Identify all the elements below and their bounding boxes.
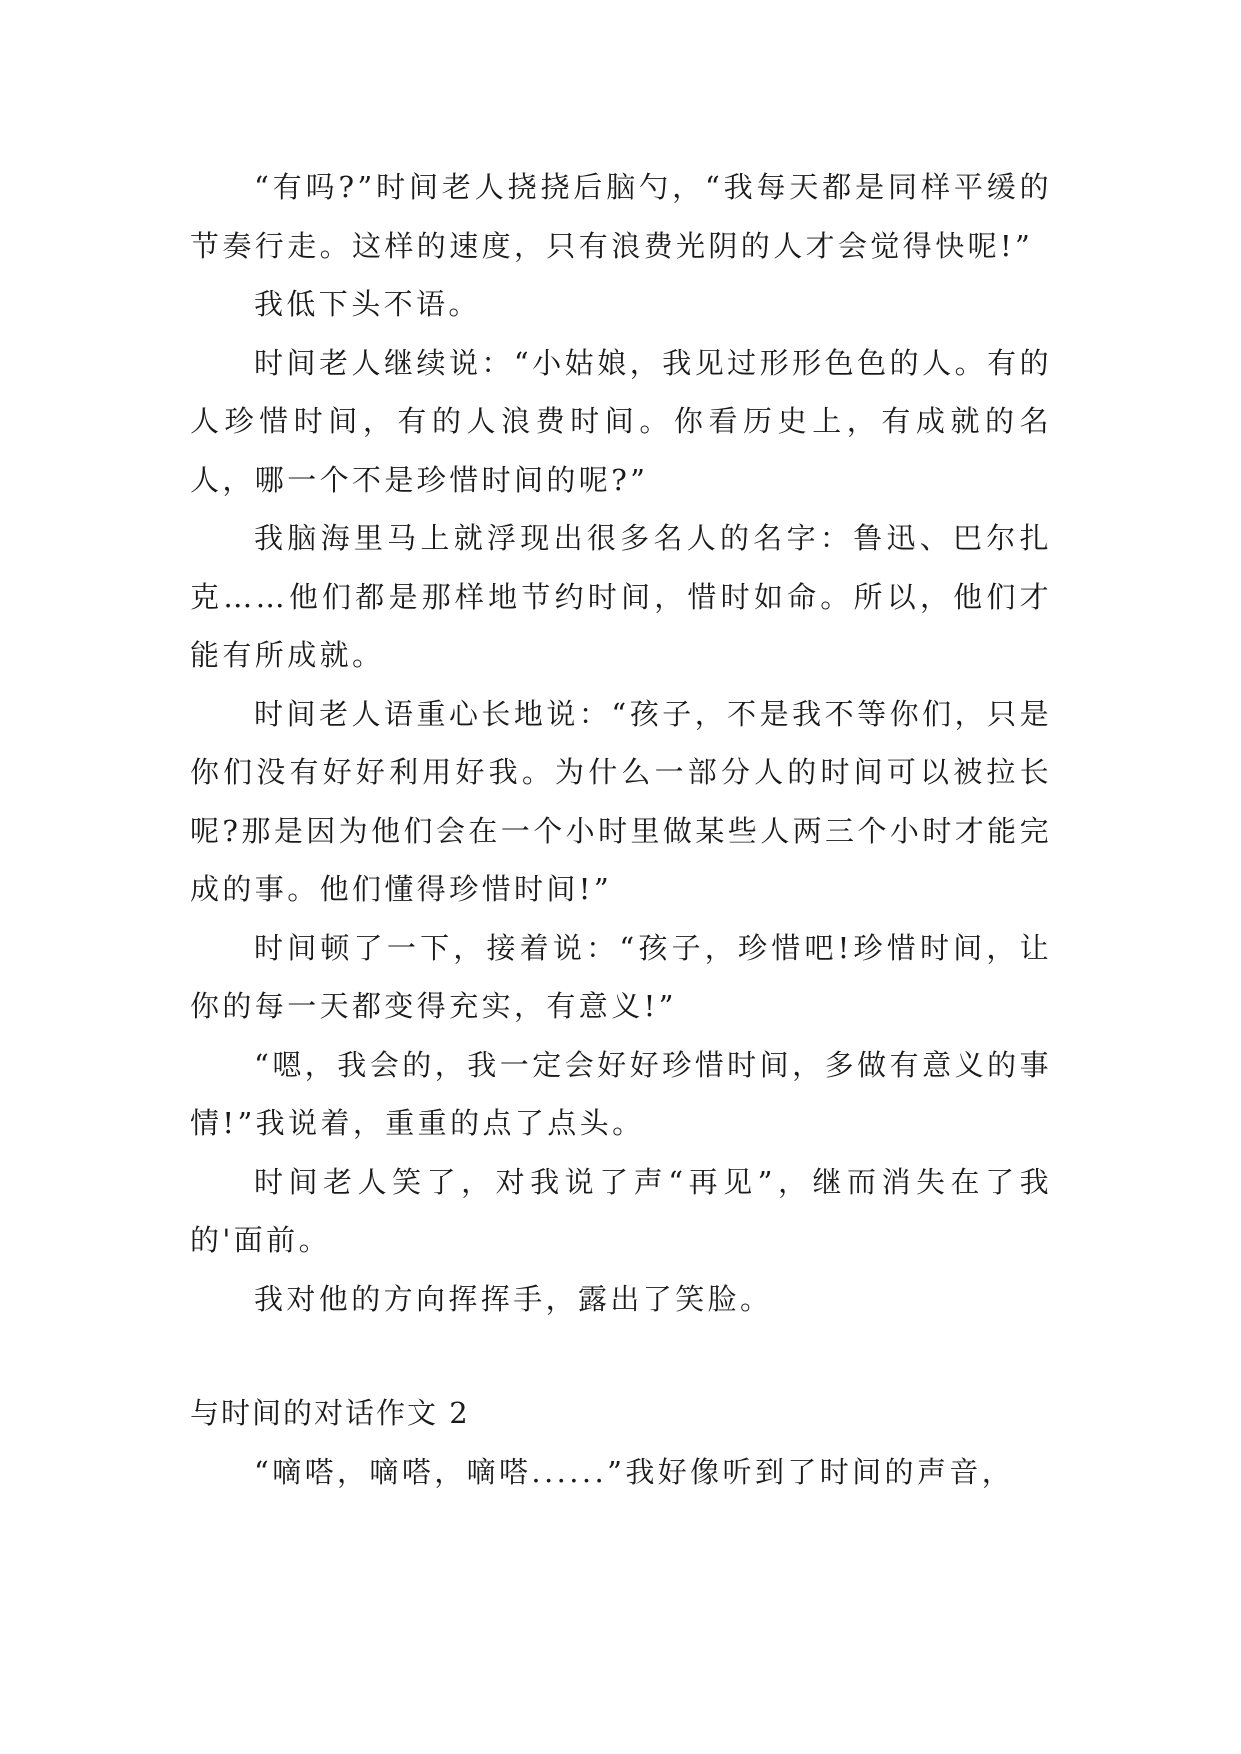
paragraph-5: 时间老人语重心长地说：“孩子，不是我不等你们，只是你们没有好好利用好我。为什么一部分人的时间可以被拉长呢?那是因为他们会在一个小时里做某些人两三个小时才能完成的事。他们懂得珍惜时间!” bbox=[190, 696, 1052, 906]
paragraph-8: 时间老人笑了，对我说了声“再见”，继而消失在了我的'面前。 bbox=[190, 1164, 1052, 1257]
section-heading: 与时间的对话作文 2 bbox=[190, 1396, 470, 1430]
paragraph-7: “嗯，我会的，我一定会好好珍惜时间，多做有意义的事情!”我说着，重重的点了点头。 bbox=[190, 1047, 1052, 1140]
paragraph-1: “有吗?”时间老人挠挠后脑勺，“我每天都是同样平缓的节奏行走。这样的速度，只有浪费光阴的人才会觉得快呢!” bbox=[190, 170, 1052, 263]
paragraph-9: 我对他的方向挥挥手，露出了笑脸。 bbox=[254, 1281, 773, 1316]
section2-first-line: “嘀嗒，嘀嗒，嘀嗒......”我好像听到了时间的声音， bbox=[254, 1454, 1015, 1489]
paragraph-3: 时间老人继续说：“小姑娘，我见过形形色色的人。有的人珍惜时间，有的人浪费时间。你看历史上，有成就的名人，哪一个不是珍惜时间的呢?” bbox=[190, 345, 1052, 497]
document-body bbox=[190, 158, 1052, 1501]
paragraph-4: 我脑海里马上就浮现出很多名人的名字：鲁迅、巴尔扎克……他们都是那样地节约时间，惜时如命。所以，他们才能有所成就。 bbox=[190, 521, 1052, 672]
paragraph-2: 我低下头不语。 bbox=[254, 287, 481, 321]
paragraph-6: 时间顿了一下，接着说：“孩子，珍惜吧!珍惜时间，让你的每一天都变得充实，有意义!” bbox=[190, 930, 1052, 1023]
